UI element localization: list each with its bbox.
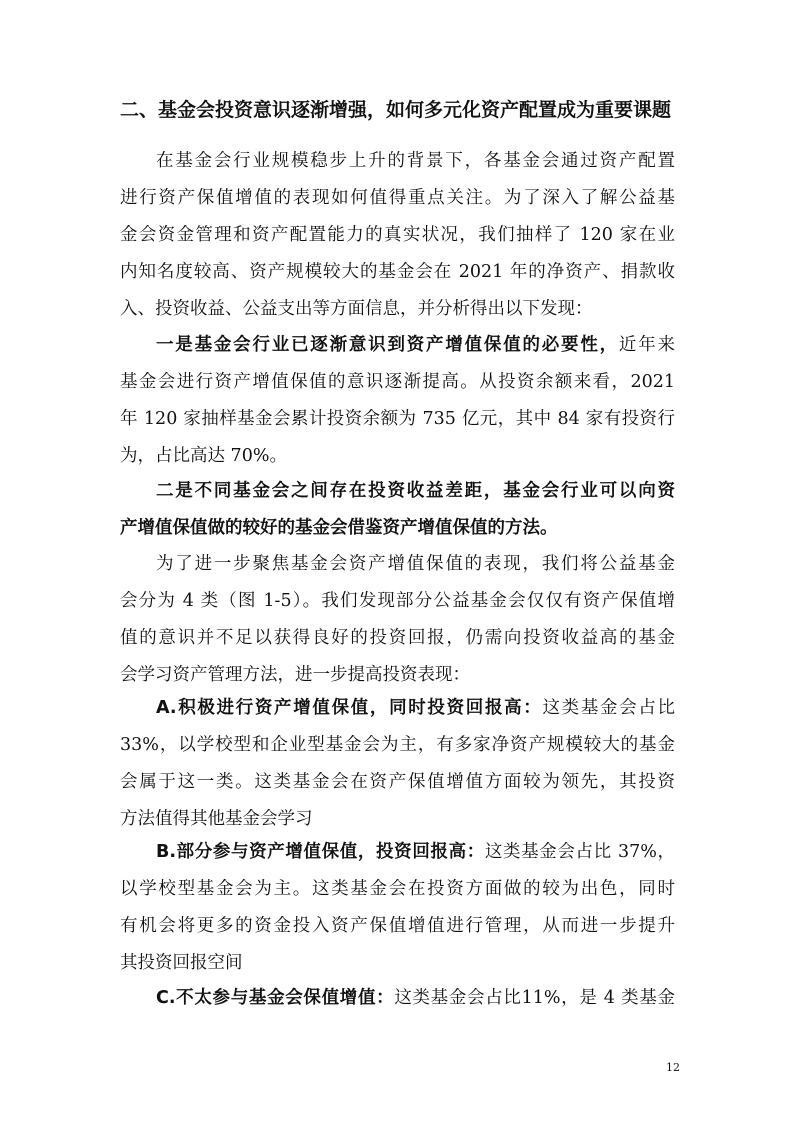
text-line: 内知名度较高、资产规模较大的基金会在 2021 年的净资产、捐款收 [120,262,675,282]
text-run: 这类基金会占比11%，是 4 类基金 [394,988,675,1008]
paragraph-category-b [120,834,675,982]
text-line: 会属于这一类。这类基金会在资产保值增值方面较为领先，其投资 [120,772,675,792]
finding-two-title-line: 产增值保值做的较好的基金会借鉴资产增值保值的方法。 [120,518,558,538]
text-line: 会学习资产管理方法，进一步提高投资表现： [120,665,470,685]
text-line: 年 120 家抽样基金会累计投资余额为 735 亿元，其中 84 家有投资行 [120,409,675,429]
category-a-title: A.积极进行资产增值保值，同时投资回报高： [156,698,543,718]
text-line: 为，占比高达 70%。 [120,446,287,466]
paragraph-finding-two [120,473,675,547]
paragraph-classification [120,546,675,694]
text-line: 会分为 4 类（图 1-5）。我们发现部分公益基金会仅仅有资产保值增 [120,591,675,611]
category-b-title: B.部分参与资产增值保值，投资回报高： [156,842,485,862]
paragraph-category-a [120,690,675,838]
text-line: 值的意识并不足以获得良好的投资回报，仍需向投资收益高的基金 [120,628,675,648]
text-line: 为了进一步聚焦基金会资产增值保值的表现，我们将公益基金 [156,554,675,574]
text-line [120,980,675,1017]
text-line: 33%，以学校型和企业型基金会为主，有多家净资产规模较大的基金 [120,735,675,755]
finding-two-title-line: 二是不同基金会之间存在投资收益差距，基金会行业可以向资 [156,481,675,501]
text-line: 有机会将更多的资金投入资产保值增值进行管理，从而进一步提升 [120,916,675,936]
text-line: 基金会进行资产增值保值的意识逐渐提高。从投资余额来看，2021 [120,372,675,392]
category-c-title: C.不太参与基金会保值增值： [156,988,395,1008]
paragraph-intro [120,143,675,328]
paragraph-finding-one [120,327,675,475]
page-number: 12 [666,1061,680,1074]
text-line: 进行资产保值增值的表现如何值得重点关注。为了深入了解公益基 [120,188,675,208]
text-line: 方法值得其他基金会学习 [120,809,313,829]
text-line [120,834,675,871]
text-line: 以学校型基金会为主。这类基金会在投资方面做的较为出色，同时 [120,879,675,899]
text-line: 在基金会行业规模稳步上升的背景下，各基金会通过资产配置 [156,151,675,171]
text-line [120,327,675,364]
text-line: 其投资回报空间 [120,953,243,973]
section-heading: 二、基金会投资意识逐渐增强，如何多元化资产配置成为重要课题 [120,99,672,121]
text-run: 近年来 [618,335,675,355]
text-run: 这类基金会占比 [542,698,676,718]
text-line: 金会资金管理和资产配置能力的真实状况，我们抽样了 120 家在业 [120,225,675,245]
finding-one-title: 一是基金会行业已逐渐意识到资产增值保值的必要性， [156,335,619,355]
text-line: 入、投资收益、公益支出等方面信息，并分析得出以下发现： [120,299,593,319]
paragraph-category-c [120,980,675,1017]
text-line [120,690,675,727]
text-run: 这类基金会占比 37%， [484,842,675,862]
